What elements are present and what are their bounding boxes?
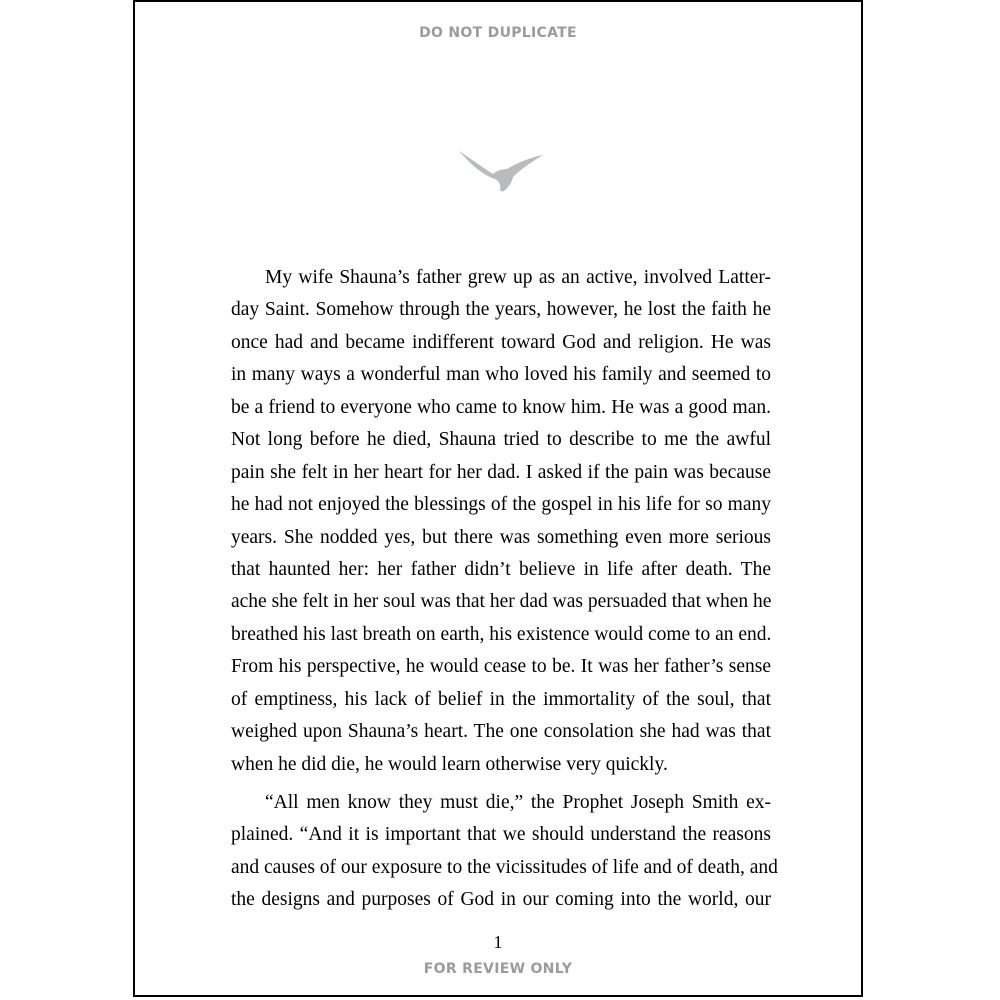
body-text	[231, 262, 778, 917]
text-line: breathed his last breath on earth, his existence would come to an end.	[231, 623, 772, 645]
text-line: and causes of our exposure to the vicissitudes of life and of death, and	[231, 856, 778, 878]
text-line: that haunted her: her father didn’t believe in life after death. The	[231, 558, 771, 580]
text-line: Not long before he died, Shauna tried to describe to me the awful	[231, 429, 771, 451]
text-line: when he did die, he would learn otherwise very quickly.	[231, 753, 668, 775]
text-line: in many ways a wonderful man who loved his family and seemed to	[231, 364, 771, 386]
text-line: ache she felt in her soul was that her dad was persuaded that when he	[231, 591, 772, 613]
text-line: once had and became indifferent toward God and religion. He was	[231, 331, 771, 353]
book-page	[133, 0, 863, 997]
text-line: day Saint. Somehow through the years, however, he lost the faith he	[231, 299, 771, 321]
watermark-for-review-only: FOR REVIEW ONLY	[423, 961, 573, 977]
text-line: the designs and purposes of God in our coming into the world, our	[231, 889, 771, 911]
text-line: pain she felt in her heart for her dad. I asked if the pain was because	[231, 461, 771, 483]
watermark-do-not-duplicate: DO NOT DUPLICATE	[419, 25, 577, 41]
text-line: “All men know they must die,” the Prophet Joseph Smith ex-	[265, 792, 771, 813]
text-line: My wife Shauna’s father grew up as an active, involved Latter-	[265, 267, 771, 288]
text-line: weighed upon Shauna’s heart. The one consolation she had was that	[231, 721, 771, 743]
page-number: 1	[493, 932, 503, 952]
text-line: he had not enjoyed the blessings of the gospel in his life for so many	[231, 494, 771, 516]
seagull-icon	[457, 147, 545, 195]
text-line: years. She nodded yes, but there was something even more serious	[231, 526, 771, 548]
text-line: plained. “And it is important that we should understand the reasons	[231, 824, 771, 846]
text-line: be a friend to everyone who came to know him. He was a good man.	[231, 396, 771, 418]
text-line: of emptiness, his lack of belief in the immortality of the soul, that	[231, 688, 771, 710]
text-line: From his perspective, he would cease to be. It was her father’s sense	[231, 656, 771, 678]
